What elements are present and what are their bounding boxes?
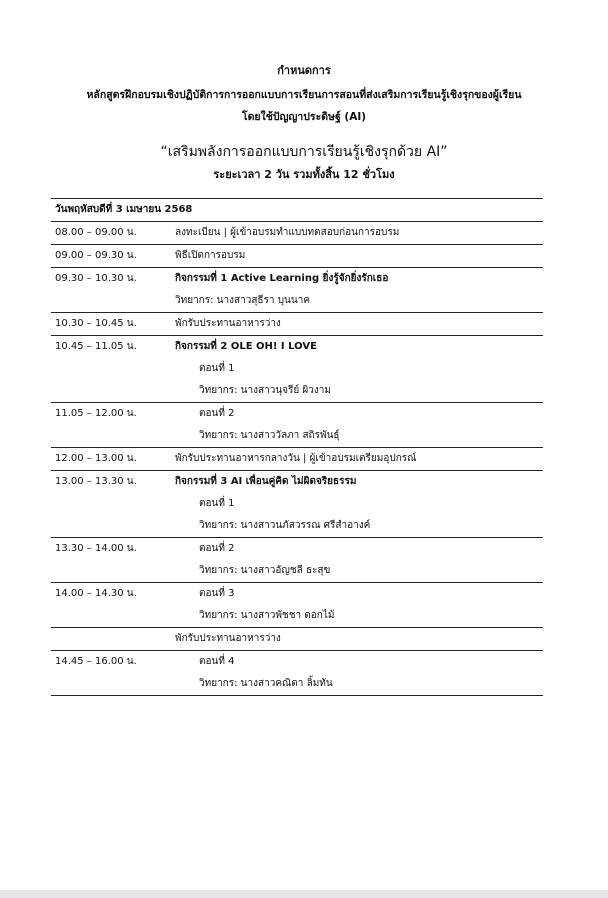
time-cell [51,358,175,380]
course-name: หลักสูตรฝึกอบรมเชิงปฏิบัติการการออกแบบการเรียนการสอนที่ส่งเสริมการเรียนรู้เชิงรุกของผู้เรียน [86,89,522,101]
description-cell: พักรับประทานอาหารว่าง [175,318,281,329]
table-row [51,583,543,628]
table-row [51,245,543,268]
table-row [51,268,543,313]
description-cell: วิทยากร: นางสาวอัญชลี ธะสุข [199,565,331,576]
row-line [51,471,543,493]
row-line [51,583,543,605]
description-cell: ลงทะเบียน | ผู้เข้าอบรมทำแบบทดสอบก่อนการอบรม [175,227,400,238]
schedule-table [51,198,543,696]
time-cell [51,425,175,447]
row-line [51,628,543,650]
time-cell: 12.00 – 13.00 น. [55,453,137,464]
row-line [51,651,543,673]
row-line [51,245,543,267]
row-line [51,358,543,380]
table-row [51,448,543,471]
description-cell: ตอนที่ 2 [199,543,235,554]
description-cell: กิจกรรมที่ 1 Active Learning ยิ่งรู้จักยิ่งรักเธอ [175,273,389,284]
table-row [51,403,543,448]
row-line [51,673,543,695]
page-bottom-edge [0,890,608,898]
description-cell: กิจกรรมที่ 2 OLE OH! I LOVE [175,341,317,352]
row-line [51,222,543,244]
description-cell: ตอนที่ 1 [199,498,235,509]
description-cell: วิทยากร: นางสาวสุธีรา บุนนาค [175,295,311,306]
time-cell: 14.45 – 16.00 น. [55,656,137,667]
row-line [51,515,543,537]
time-cell [51,628,175,650]
time-cell: 13.30 – 14.00 น. [55,543,137,554]
time-cell [51,515,175,537]
row-line [51,493,543,515]
time-cell [51,290,175,312]
schedule-rows [51,222,543,696]
description-cell: กิจกรรมที่ 3 AI เพื่อนคู่คิด ไม่ผิดจริยธรรม [175,476,357,487]
description-cell: ตอนที่ 3 [199,588,235,599]
doc-title: กำหนดการ [277,64,331,77]
time-cell [51,493,175,515]
row-line [51,538,543,560]
table-row [51,651,543,696]
course-slogan: “เสริมพลังการออกแบบการเรียนรู้เชิงรุกด้วย AI” [160,144,448,160]
description-cell: ตอนที่ 4 [199,656,235,667]
description-cell: พิธีเปิดการอบรม [175,250,246,261]
row-line [51,425,543,447]
course-duration: ระยะเวลา 2 วัน รวมทั้งสิ้น 12 ชั่วโมง [213,168,395,181]
table-row [51,313,543,336]
description-cell: วิทยากร: นางสาวคณิตา ลิ้มทัน [199,678,333,689]
description-cell: วิทยากร: นางสาวนภัสวรรณ ศรีสำอางค์ [199,520,371,531]
description-cell: พักรับประทานอาหารว่าง [175,633,281,644]
time-cell: 11.05 – 12.00 น. [55,408,137,419]
course-subtitle: โดยใช้ปัญญาประดิษฐ์ (AI) [241,111,367,123]
row-line [51,605,543,627]
description-cell: วิทยากร: นางสาวนุจรีย์ ผิวงาม [199,385,331,396]
row-line [51,560,543,582]
row-line [51,448,543,470]
time-cell: 14.00 – 14.30 น. [55,588,137,599]
time-cell [51,673,175,695]
table-row [51,538,543,583]
row-line [51,403,543,425]
description-cell: ตอนที่ 2 [199,408,235,419]
row-line [51,380,543,402]
time-cell [51,380,175,402]
time-cell: 09.00 – 09.30 น. [55,250,137,261]
time-cell [51,560,175,582]
time-cell: 13.00 – 13.30 น. [55,476,137,487]
table-row [51,471,543,538]
time-cell [51,605,175,627]
table-row [51,222,543,245]
row-line [51,336,543,358]
description-cell: ตอนที่ 1 [199,363,235,374]
day-header: วันพฤหัสบดีที่ 3 เมษายน 2568 [51,198,543,222]
description-cell: วิทยากร: นางสาวพัชชา ดอกไม้ [199,610,335,621]
row-line [51,290,543,312]
table-row [51,628,543,651]
time-cell: 10.45 – 11.05 น. [55,341,137,352]
description-cell: วิทยากร: นางสาววัลภา สถิรพันธุ์ [199,430,340,441]
time-cell: 08.00 – 09.00 น. [55,227,137,238]
table-row [51,336,543,403]
time-cell: 10.30 – 10.45 น. [55,318,137,329]
row-line [51,268,543,290]
time-cell: 09.30 – 10.30 น. [55,273,137,284]
description-cell: พักรับประทานอาหารกลางวัน | ผู้เข้าอบรมเตรียมอุปกรณ์ [175,453,417,464]
row-line [51,313,543,335]
